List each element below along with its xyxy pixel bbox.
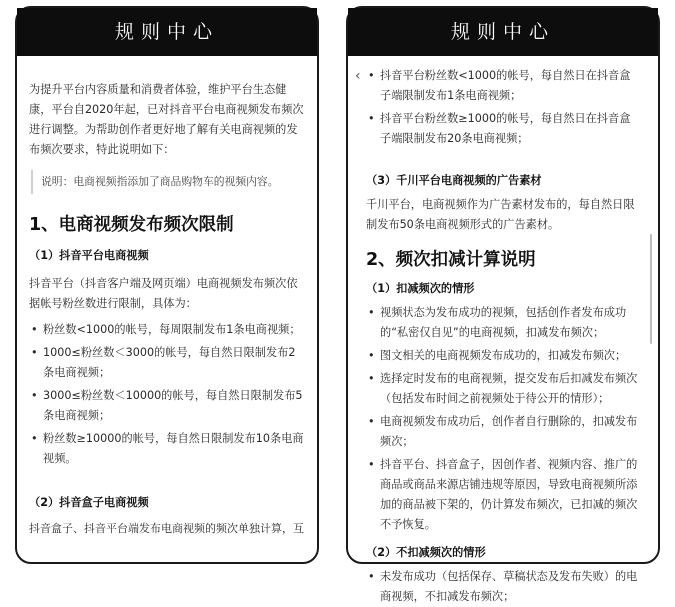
scrollbar[interactable] xyxy=(650,234,652,344)
list-item: • 粉丝数≥10000的帐号，每自然日限制发布10条电商视频。 xyxy=(29,429,305,469)
section-heading-2: 2、频次扣减计算说明 xyxy=(366,250,536,270)
list-item: • 选择定时发布的电商视频，提交发布后扣减发布频次（包括发布时间之前视频处于待公开的情形）； xyxy=(366,369,640,409)
follower-limit-list xyxy=(29,320,305,469)
list-item: • 视频状态为发布成功的视频，包括创作者发布成功的“私密仅自见”的电商视频，扣减发布频次； xyxy=(366,303,640,343)
subsection-heading-qianchuan: （3）千川平台电商视频的广告素材 xyxy=(366,174,542,187)
list-item: • 抖音平台粉丝数≥1000的帐号，每自然日在抖音盒子端限制发布20条电商视频； xyxy=(366,109,640,149)
intro-paragraph: 为提升平台内容质量和消费者体验，维护平台生态健康，平台自2020年起，已对抖音平台电商视频发布频次进行调整。为帮助创作者更好地了解有关电商视频的发布频次要求，特此说明如下： xyxy=(29,83,304,156)
list-item: • 1000≤粉丝数＜3000的帐号，每自然日限制发布2条电商视频； xyxy=(29,343,305,383)
back-chevron-icon[interactable]: ‹ xyxy=(355,68,361,84)
list-item: • 电商视频发布成功后，创作者自行删除的，扣减发布频次； xyxy=(366,412,640,452)
subsection-heading-douyin: （1）抖音平台电商视频 xyxy=(29,249,149,262)
note-callout: 说明：电商视频指添加了商品购物车的视频内容。 xyxy=(31,170,305,194)
page-title: 规则中心 xyxy=(348,8,658,56)
deduct-list xyxy=(366,303,640,535)
right-phone-screen xyxy=(346,6,660,603)
subsection-heading-deduct: （1）扣减频次的情形 xyxy=(366,282,475,295)
list-item: • 粉丝数<1000的帐号，每周限制发布1条电商视频； xyxy=(29,320,305,340)
list-item: • 抖音平台粉丝数<1000的帐号，每自然日在抖音盒子端限制发布1条电商视频； xyxy=(366,66,640,106)
qianchuan-description: 千川平台，电商视频作为广告素材发布的，每自然日限制发布50条电商视频形式的广告素材。 xyxy=(366,198,635,231)
list-item: • 未发布成功（包括保存、草稿状态及发布失败）的电商视频，不扣减发布频次； xyxy=(366,567,640,607)
page-title: 规则中心 xyxy=(17,8,317,56)
article-body xyxy=(348,56,658,607)
article-body xyxy=(17,56,317,539)
subsection-heading-no-deduct: （2）不扣减频次的情形 xyxy=(366,546,486,559)
douyin-description: 抖音平台（抖音客户端及网页端）电商视频发布频次依据帐号粉丝数进行限制，具体为： xyxy=(29,277,298,310)
left-phone-screen xyxy=(15,6,319,564)
box-description: 抖音盒子、抖音平台端发布电商视频的频次单独计算，互 xyxy=(29,522,304,535)
no-deduct-list xyxy=(366,567,640,607)
box-limit-list xyxy=(366,66,640,149)
list-item: • 3000≤粉丝数＜10000的帐号，每自然日限制发布5条电商视频； xyxy=(29,386,305,426)
section-heading-1: 1、电商视频发布频次限制 xyxy=(29,215,234,235)
subsection-heading-box: （2）抖音盒子电商视频 xyxy=(29,496,149,509)
list-item: • 抖音平台、抖音盒子，因创作者、视频内容、推广的商品或商品来源店铺违规等原因，导致电商视频所添加的商品被下架的，仍计算发布频次，已扣减的频次不予恢复。 xyxy=(366,455,640,535)
list-item: • 图文相关的电商视频发布成功的，扣减发布频次； xyxy=(366,346,640,366)
